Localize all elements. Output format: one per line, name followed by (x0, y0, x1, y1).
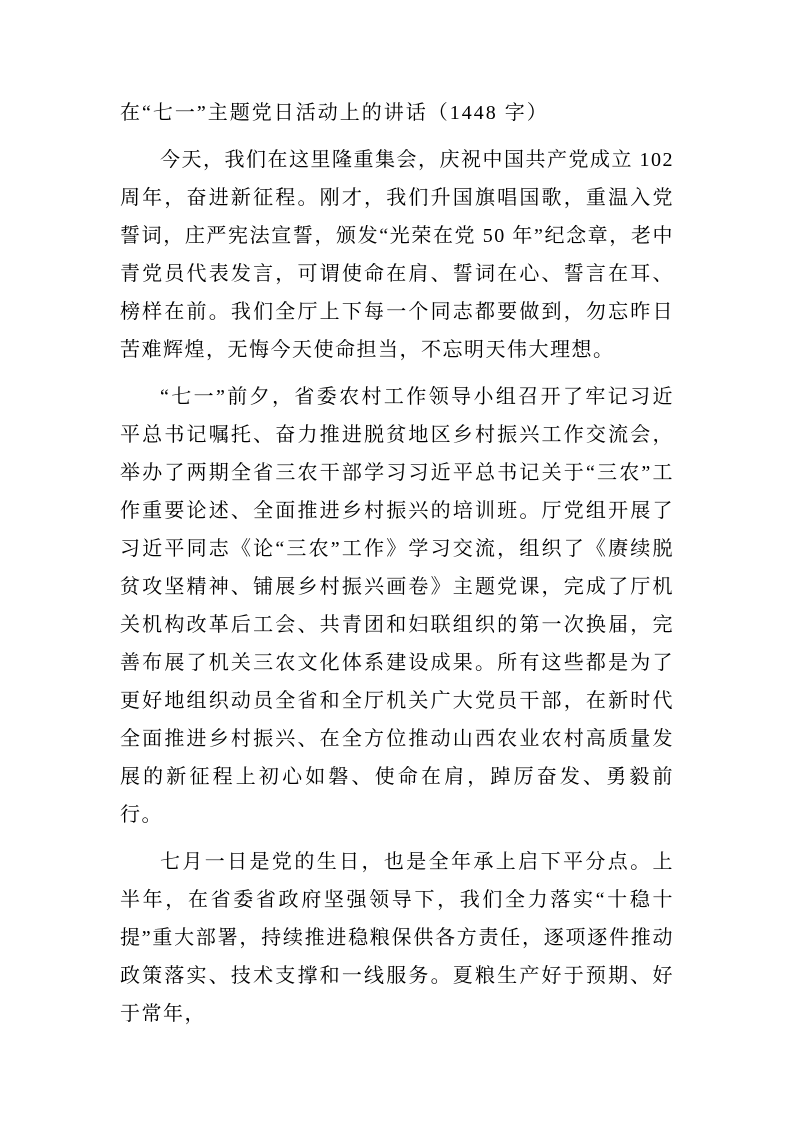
document-content (120, 94, 674, 1033)
document-title: 在“七一”主题党日活动上的讲话（1448 字） (120, 102, 549, 124)
paragraph-qiyi-eve-work-review: “七一”前夕，省委农村工作领导小组召开了牢记习近平总书记嘱托、奋力推进脱贫地区乡村振兴工作交流会，举办了两期全省三农干部学习习近平总书记关于“三农”工作重要论述、全面推进乡村振兴的培训班。厅党组开展了习近平同志《论“三农”工作》学习交流，组织了《赓续脱贫攻坚精神、铺展乡村振兴画卷》主题党课，完成了厅机关机构改革后工会、共青团和妇联组织的第一次换届，完善布展了机关三农文化体系建设成果。所有这些都是为了更好地组织动员全省和全厅机关广大党员干部，在新时代全面推进乡村振兴、在全方位推动山西农业农村高质量发展的新征程上初心如磐、使命在肩，踔厉奋发、勇毅前行。 (120, 386, 674, 826)
paragraph-opening: 今天，我们在这里隆重集会，庆祝中国共产党成立 102 周年，奋进新征程。刚才，我们升国旗唱国歌，重温入党誓词，庄严宪法宣誓，颁发“光荣在党 50 年”纪念章，老中青党员代表发言，可谓使命在肩、誓词在心、誓言在耳、榜样在前。我们全厅上下每一个同志都要做到，勿忘昨日苦难辉煌，无悔今天使命担当，不忘明天伟大理想。 (120, 149, 674, 361)
paragraph-half-year-summary: 七月一日是党的生日，也是全年承上启下平分点。上半年，在省委省政府坚强领导下，我们全力落实“十稳十提”重大部署，持续推进稳粮保供各方责任，逐项逐件推动政策落实、技术支撑和一线服务。夏粮生产好于预期、好于常年， (120, 851, 674, 1025)
